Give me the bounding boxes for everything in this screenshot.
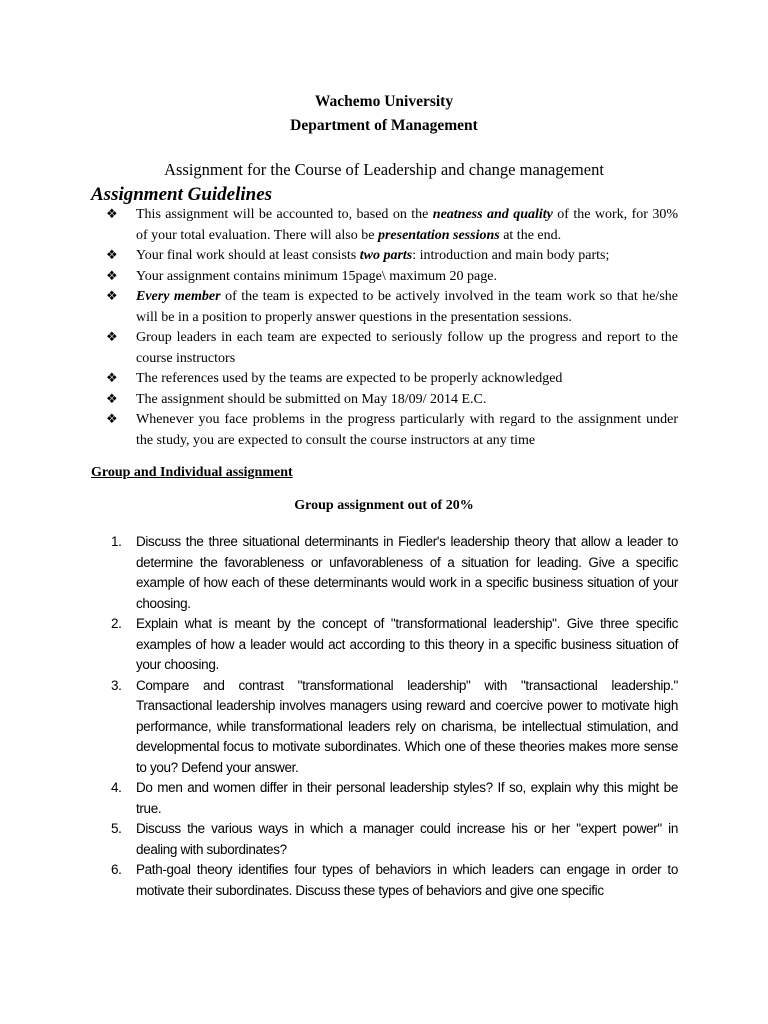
question-text: Do men and women differ in their personal leadership styles? If so, explain why this might be true. <box>136 780 678 816</box>
question-number: 3. <box>111 677 122 693</box>
question-number: 6. <box>111 862 122 877</box>
question-item <box>0 614 768 676</box>
question-item <box>0 819 768 860</box>
department-name: Department of Management <box>290 117 478 134</box>
diamond-bullet-icon: ❖ <box>106 391 118 407</box>
diamond-bullet-icon: ❖ <box>106 412 118 427</box>
diamond-bullet-icon: ❖ <box>106 330 118 345</box>
question-item <box>0 778 768 819</box>
question-item <box>0 860 768 901</box>
question-text: Path-goal theory identifies four types of behaviors in which leaders can engage in order to motivate their subordinates. Discuss these types of behaviors and give one specific <box>136 862 678 898</box>
guideline-item: ❖ Group leaders in each team are expected to seriously follow up the progress and report to the course instructors <box>106 330 678 366</box>
question-list <box>0 532 768 901</box>
section-heading: Group and Individual assignment <box>91 465 293 480</box>
question-text: Explain what is meant by the concept of "transformational leadership". Give three specific examples of how a leader would act according to this theory in a specific business situation of your choosing. <box>136 616 678 672</box>
guideline-item: ❖ Your final work should at least consists two parts: introduction and main body parts; <box>0 246 768 267</box>
university-name: Wachemo University <box>314 93 454 110</box>
guideline-item: ❖ Whenever you face problems in the progress particularly with regard to the assignment under the study, you are expected to consult the course instructors at any time <box>106 412 678 448</box>
group-assignment-heading: Group assignment out of 20% <box>294 498 474 513</box>
diamond-bullet-icon: ❖ <box>106 268 118 284</box>
question-number: 5. <box>111 821 122 836</box>
question-number: 1. <box>111 534 122 549</box>
guidelines-title: Assignment Guidelines <box>91 184 273 205</box>
diamond-bullet-icon: ❖ <box>106 371 118 386</box>
guideline-item: ❖ Every member of the team is expected to be actively involved in the team work so that he/she will be in a position to properly answer questions in the presentation sessions. <box>106 289 678 325</box>
guidelines-list <box>0 205 768 451</box>
question-number: 2. <box>111 616 122 631</box>
question-text: Discuss the three situational determinants in Fiedler's leadership theory that allow a leader to determine the favorableness or unfavorableness of a situation for leading. Give a specific example of how each of these determinants would work in a specific business situation of your choosing. <box>136 534 678 611</box>
question-text: Discuss the various ways in which a manager could increase his or her "expert power" in dealing with subordinates? <box>136 821 678 857</box>
question-text: Compare and contrast "transformational leadership" with "transactional leadership." Transactional leadership involves managers using reward and coercive power to motivate high performance, while transformational leaders rely on charisma, be intellectual stimulation, and developmental focus to motivate subordinates. Which one of these theories makes more sense to you? Defend your answer. <box>136 677 678 775</box>
guideline-item: ❖ This assignment will be accounted to, based on the neatness and quality of the work, for 30% of your total evaluation. There will also be presentation sessions at the end. <box>106 207 678 243</box>
guideline-item: ❖ The assignment should be submitted on May 18/09/ 2014 E.C. <box>0 390 768 411</box>
question-number: 4. <box>111 780 122 795</box>
diamond-bullet-icon: ❖ <box>106 289 118 304</box>
question-item <box>0 532 768 614</box>
guideline-item: ❖ The references used by the teams are expected to be properly acknowledged <box>0 369 768 390</box>
guideline-item: ❖ Your assignment contains minimum 15page\ maximum 20 page. <box>0 267 768 288</box>
course-title: Assignment for the Course of Leadership and change management <box>164 160 604 179</box>
diamond-bullet-icon: ❖ <box>106 207 118 222</box>
diamond-bullet-icon: ❖ <box>106 248 118 263</box>
question-item <box>0 676 768 779</box>
